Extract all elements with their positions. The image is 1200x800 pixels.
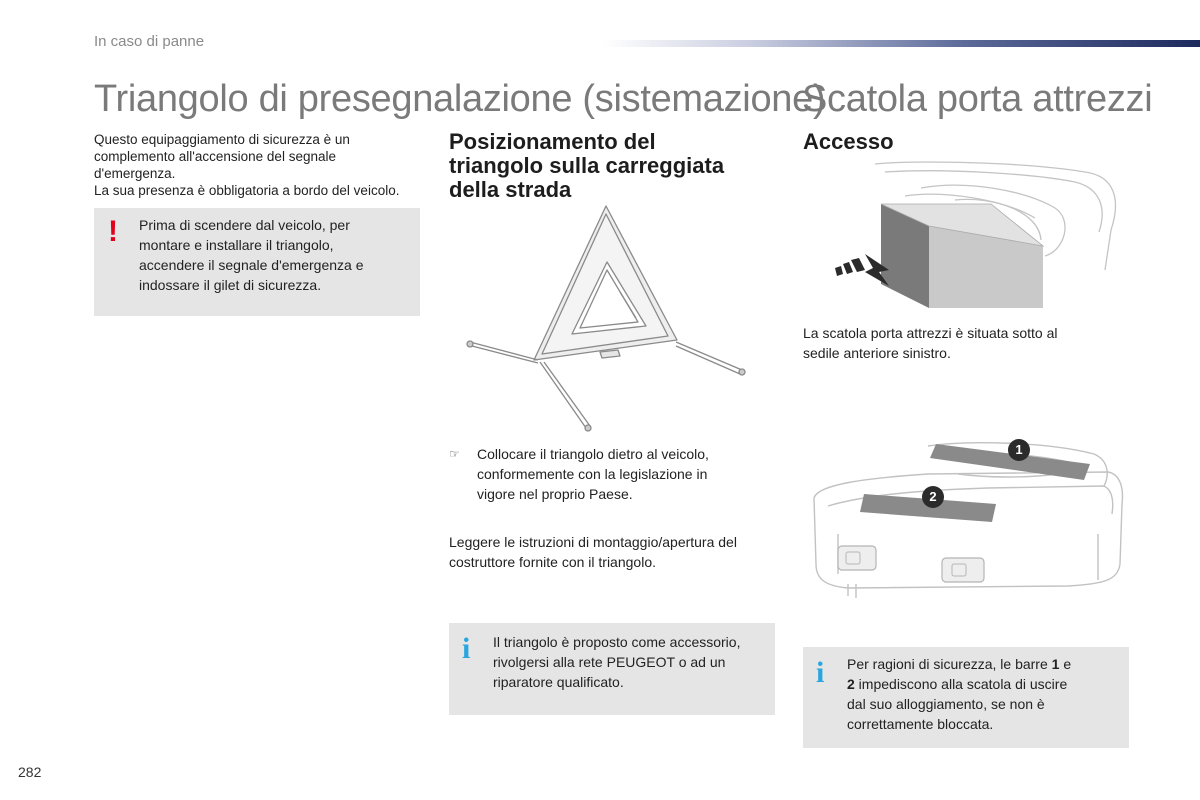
page-title-right: Scatola porta attrezzi xyxy=(802,78,1153,120)
warning-box xyxy=(94,208,420,316)
warning-line: Prima di scendere dal veicolo, per xyxy=(139,217,350,233)
bullet-line: conformemente con la legislazione in xyxy=(477,466,708,482)
bullet-text xyxy=(449,444,779,504)
seat-base-bars-illustration xyxy=(808,434,1128,610)
intro-line: d'emergenza. xyxy=(94,166,176,181)
info-text xyxy=(847,654,1125,734)
warning-icon: ! xyxy=(108,215,118,248)
warning-text xyxy=(139,215,414,295)
access-heading: Accesso xyxy=(803,129,894,154)
bar-1-reference: 1 xyxy=(1051,656,1060,672)
paragraph-line: costruttore fornite con il triangolo. xyxy=(449,554,656,570)
intro-line: La sua presenza è obbligatoria a bordo del veicolo. xyxy=(94,183,400,198)
seat-toolbox-illustration xyxy=(825,160,1125,318)
caption-line: La scatola porta attrezzi è situata sotto al xyxy=(803,325,1058,341)
heading-line: della strada xyxy=(449,177,572,202)
info-line: dal suo alloggiamento, se non è xyxy=(847,696,1045,712)
heading-line: Posizionamento del xyxy=(449,129,656,154)
bullet-line: vigore nel proprio Paese. xyxy=(477,486,633,502)
info-line: Il triangolo è proposto come accessorio, xyxy=(493,634,741,650)
heading-line: triangolo sulla carreggiata xyxy=(449,153,725,178)
info-line: riparatore qualificato. xyxy=(493,674,624,690)
header-gradient-bar xyxy=(603,40,1200,47)
info-text-run: Per ragioni di sicurezza, le barre xyxy=(847,656,1052,672)
warning-line: montare e installare il triangolo, xyxy=(139,237,334,253)
instruction-bullet xyxy=(449,444,779,504)
intro-line: complemento all'accensione del segnale xyxy=(94,149,336,164)
info-line xyxy=(847,674,1125,694)
warning-line: accendere il segnale d'emergenza e xyxy=(139,257,364,273)
warning-line: indossare il gilet di sicurezza. xyxy=(139,277,322,293)
hand-pointer-icon: ☞ xyxy=(449,447,460,461)
toolbox-caption xyxy=(803,323,1133,363)
info-line: rivolgersi alla rete PEUGEOT o ad un xyxy=(493,654,726,670)
section-label: In caso di panne xyxy=(94,33,205,50)
info-icon: i xyxy=(816,656,825,689)
paragraph-line: Leggere le istruzioni di montaggio/apertura del xyxy=(449,534,737,550)
info-line: correttamente bloccata. xyxy=(847,716,994,732)
page-number: 282 xyxy=(18,764,42,780)
safety-bars-info-box xyxy=(803,647,1129,748)
bar-2-reference: 2 xyxy=(847,676,855,692)
warning-triangle-illustration xyxy=(460,200,760,432)
info-line xyxy=(847,654,1125,674)
assembly-instructions-paragraph xyxy=(449,532,779,572)
intro-line: Questo equipaggiamento di sicurezza è un xyxy=(94,132,350,147)
info-text-run: e xyxy=(1059,656,1072,672)
caption-line: sedile anteriore sinistro. xyxy=(803,345,951,361)
intro-paragraph xyxy=(94,131,424,199)
info-text xyxy=(493,632,771,692)
callout-marker-2: 2 xyxy=(922,486,944,508)
bullet-line: Collocare il triangolo dietro al veicolo, xyxy=(477,446,709,462)
page-title-left: Triangolo di presegnalazione (sistemazione) xyxy=(94,78,826,120)
triangle-heading xyxy=(449,130,779,202)
accessory-info-box xyxy=(449,623,775,715)
callout-marker-1: 1 xyxy=(1008,439,1030,461)
info-icon: i xyxy=(462,632,471,665)
info-text-run: impediscono alla scatola di uscire xyxy=(854,676,1068,692)
